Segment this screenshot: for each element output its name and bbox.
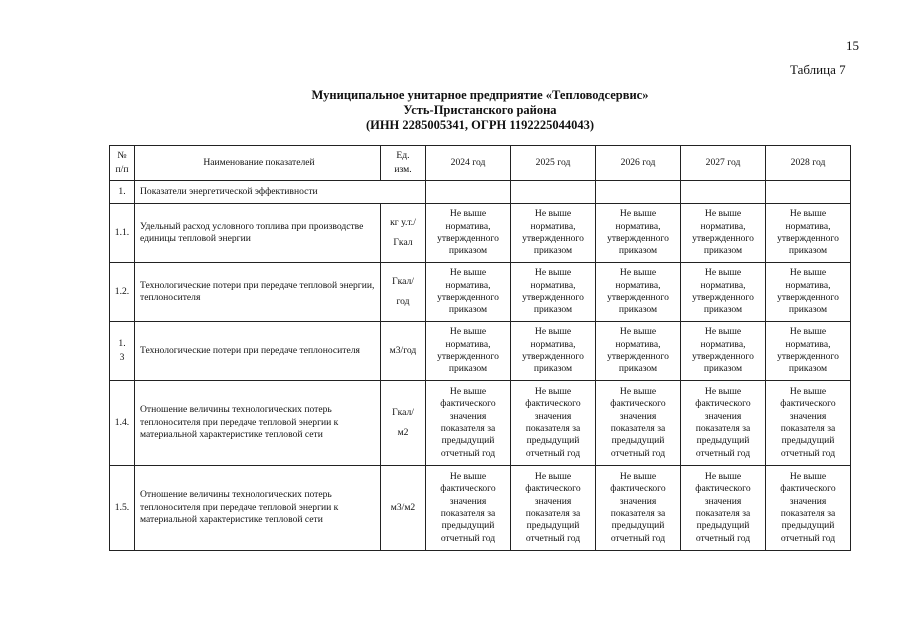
unit-cell: м3/м2 — [381, 466, 426, 551]
value-cell: Не выше норматива, утвержденного приказом — [426, 263, 511, 322]
header-year: 2026 год — [596, 146, 681, 181]
row-number: 1.1. — [110, 204, 135, 263]
header-indicator-name: Наименование показателей — [135, 146, 381, 181]
value-cell: Не выше норматива, утвержденного приказом — [596, 263, 681, 322]
value-cell: Не выше норматива, утвержденного приказом — [681, 263, 766, 322]
heading-district: Усть-Пристанского района — [403, 103, 557, 117]
value-cell: Не выше норматива, утвержденного приказом — [681, 322, 766, 381]
empty-cell — [511, 181, 596, 204]
value-cell: Не выше норматива, утвержденного приказом — [596, 204, 681, 263]
value-cell: Не выше норматива, утвержденного приказом — [511, 322, 596, 381]
indicator-name: Отношение величины технологических потерь теплоносителя при передаче тепловой энергии к материальной характеристике тепловой сети — [135, 466, 381, 551]
value-cell: Не выше фактического значения показателя за предыдущий отчетный год — [426, 466, 511, 551]
table-row — [110, 204, 851, 263]
value-cell: Не выше фактического значения показателя за предыдущий отчетный год — [681, 466, 766, 551]
value-cell: Не выше норматива, утвержденного приказом — [766, 263, 851, 322]
section-number: 1. — [110, 181, 135, 204]
table-row — [110, 263, 851, 322]
value-cell: Не выше норматива, утвержденного приказом — [766, 204, 851, 263]
header-year: 2028 год — [766, 146, 851, 181]
value-cell: Не выше фактического значения показателя за предыдущий отчетный год — [511, 381, 596, 466]
unit-cell: м3/год — [381, 322, 426, 381]
value-cell: Не выше норматива, утвержденного приказом — [596, 322, 681, 381]
value-cell: Не выше фактического значения показателя за предыдущий отчетный год — [596, 381, 681, 466]
value-cell: Не выше фактического значения показателя за предыдущий отчетный год — [681, 381, 766, 466]
row-number: 1. 3 — [110, 322, 135, 381]
page-number: 15 — [846, 38, 859, 53]
value-cell: Не выше фактического значения показателя за предыдущий отчетный год — [766, 466, 851, 551]
section-title: Показатели энергетической эффективности — [135, 181, 426, 204]
value-cell: Не выше фактического значения показателя за предыдущий отчетный год — [596, 466, 681, 551]
indicators-table — [109, 145, 851, 551]
table-section-row — [110, 181, 851, 204]
empty-cell — [681, 181, 766, 204]
value-cell: Не выше фактического значения показателя за предыдущий отчетный год — [426, 381, 511, 466]
heading-organization: Муниципальное унитарное предприятие «Тепловодсервис» — [311, 88, 649, 102]
header-year: 2027 год — [681, 146, 766, 181]
indicator-name: Технологические потери при передаче теплоносителя — [135, 322, 381, 381]
empty-cell — [596, 181, 681, 204]
table-row — [110, 466, 851, 551]
header-number: № п/п — [110, 146, 135, 181]
indicator-name: Технологические потери при передаче тепловой энергии, теплоносителя — [135, 263, 381, 322]
header-unit: Ед. изм. — [381, 146, 426, 181]
value-cell: Не выше фактического значения показателя за предыдущий отчетный год — [766, 381, 851, 466]
value-cell: Не выше фактического значения показателя за предыдущий отчетный год — [511, 466, 596, 551]
value-cell: Не выше норматива, утвержденного приказом — [511, 204, 596, 263]
indicator-name: Удельный расход условного топлива при производстве единицы тепловой энергии — [135, 204, 381, 263]
value-cell: Не выше норматива, утвержденного приказом — [426, 204, 511, 263]
table-caption: Таблица 7 — [790, 62, 846, 77]
header-year: 2025 год — [511, 146, 596, 181]
empty-cell — [766, 181, 851, 204]
heading-registration: (ИНН 2285005341, ОГРН 1192225044043) — [365, 118, 595, 132]
unit-cell: кг у.т./ Гкал — [381, 204, 426, 263]
value-cell: Не выше норматива, утвержденного приказом — [766, 322, 851, 381]
unit-cell: Гкал/ м2 — [381, 381, 426, 466]
indicator-name: Отношение величины технологических потерь теплоносителя при передаче тепловой энергии к материальной характеристике тепловой сети — [135, 381, 381, 466]
value-cell: Не выше норматива, утвержденного приказом — [511, 263, 596, 322]
value-cell: Не выше норматива, утвержденного приказом — [426, 322, 511, 381]
document-heading — [200, 88, 760, 133]
empty-cell — [426, 181, 511, 204]
table-row — [110, 381, 851, 466]
table-row — [110, 322, 851, 381]
row-number: 1.5. — [110, 466, 135, 551]
row-number: 1.2. — [110, 263, 135, 322]
unit-cell: Гкал/ год — [381, 263, 426, 322]
table-header-row — [110, 146, 851, 181]
row-number: 1.4. — [110, 381, 135, 466]
value-cell: Не выше норматива, утвержденного приказом — [681, 204, 766, 263]
header-year: 2024 год — [426, 146, 511, 181]
